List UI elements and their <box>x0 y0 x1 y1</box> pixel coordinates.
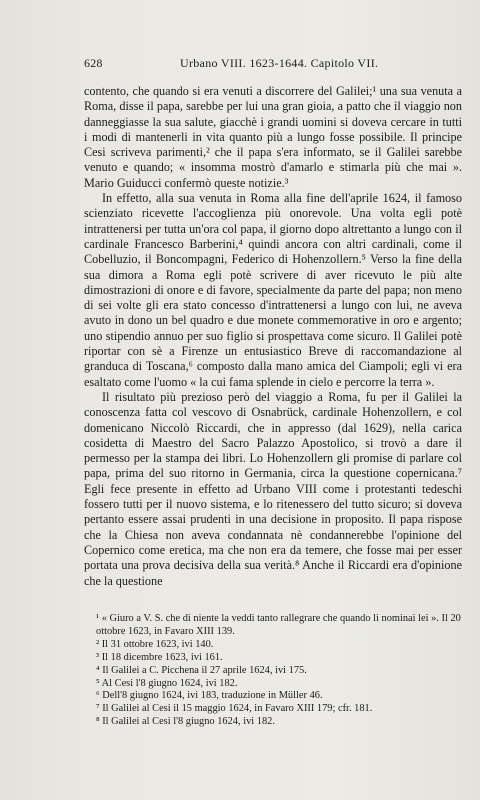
paragraph: contento, che quando si era venuti a discorrere del Galilei;¹ una sua venuta a Roma, disse il papa, sarebbe per lui una gran gioia, a patto che il viaggio non danneggiasse la sua salute, giacchè i grandi uomini si doveva cercare in tutti i modi di mantenerli in vita quanto più a lungo fosse possibile. Il principe Cesi scriveva parimenti,² che il papa s'era informato, se il Galilei sarebbe venuto e quando; « insomma mostrò d'amarlo e stimarla più che mai ». Mario Guiducci confermò queste notizie.³ <box>84 84 462 190</box>
footnote: ⁸ Il Galilei al Cesi l'8 giugno 1624, ivi 182. <box>96 716 275 728</box>
page-number: 628 <box>84 56 103 70</box>
footnote: ⁶ Dell'8 giugno 1624, ivi 183, traduzione in Müller 46. <box>96 690 323 702</box>
footnote: ⁴ Il Galilei a C. Picchena il 27 aprile 1624, ivi 175. <box>96 664 307 676</box>
footnotes <box>84 613 462 729</box>
footnote: ³ Il 18 dicembre 1623, ivi 161. <box>96 651 223 663</box>
footnote: ⁷ Il Galilei al Cesi il 15 maggio 1624, in Favaro XIII 179; cfr. 181. <box>96 703 373 715</box>
running-head: Urbano VIII. 1623-1644. Capitolo VII. <box>180 56 379 70</box>
main-text <box>84 84 462 589</box>
footnote: ¹ « Giuro a V. S. che di niente la veddi tanto rallegrare che quando li nominai lei ». Il 20 ottobre 1623, in Favaro XIII 139. <box>96 613 461 637</box>
page-header <box>84 56 460 72</box>
footnote: ⁵ Al Cesi l'8 giugno 1624, ivi 182. <box>96 677 238 689</box>
paragraph: Il risultato più prezioso però del viaggio a Roma, fu per il Galilei la conoscenza fatta col vescovo di Osnabrück, cardinale Hohenzollern, e col domenicano Niccolò Riccardi, che in appresso (dal 1629), nella carica cosidetta di Maestro del Sacro Palazzo Apostolico, si trovò a dare il permesso per la stampa dei libri. Lo Hohenzollern gli promise di parlare col papa, prima del suo ritorno in Germania, circa la questione copernicana.⁷ Egli fece presente in effetto ad Urbano VIII come i protestanti tedeschi fossero tutti per il nuovo sistema, e lo ritenessero del tutto sicuro; si doveva pertanto essere assai prudenti in una decisione in proposito. Il papa rispose che la Chiesa non aveva condannata nè condannerebbe l'opinione del Copernico come eretica, ma che non era da temere, che fosse mai per esser portata una prova decisiva della sua verità.⁸ Anche il Riccardi era d'opinione che la questione <box>84 389 462 588</box>
footnote: ² Il 31 ottobre 1623, ivi 140. <box>96 638 214 650</box>
paragraph: In effetto, alla sua venuta in Roma alla fine dell'aprile 1624, il famoso scienziato ricevette l'accoglienza più onorevole. Una volta egli potè intrattenersi per tutta un'ora col papa, il giorno dopo altrettanto a lungo con il cardinale Francesco Barberini,⁴ quindi ancora con altri cardinali, come il Cobelluzio, il Boncompagni, Federico di Hohenzollern.⁵ Verso la fine della sua dimora a Roma egli potè scrivere di aver ricevuto le più alte dimostrazioni di onore e di favore, specialmente da parte del papa; non meno di sei volte gli era stato concesso d'intrattenersi a lungo con lui, ne aveva avuto in dono un bel quadro e due monete commemorative in oro e argento; uno stipendio annuo per suo figlio si prospettava come sicuro. Il Galilei potè riportar con sè a Firenze un entusiastico Breve di raccomandazione al granduca di Toscana,⁶ composto dalla mano amica del Ciampoli; egli vi era esaltato come l'uomo « la cui fama splende in cielo e percorre la terra ». <box>84 191 462 389</box>
